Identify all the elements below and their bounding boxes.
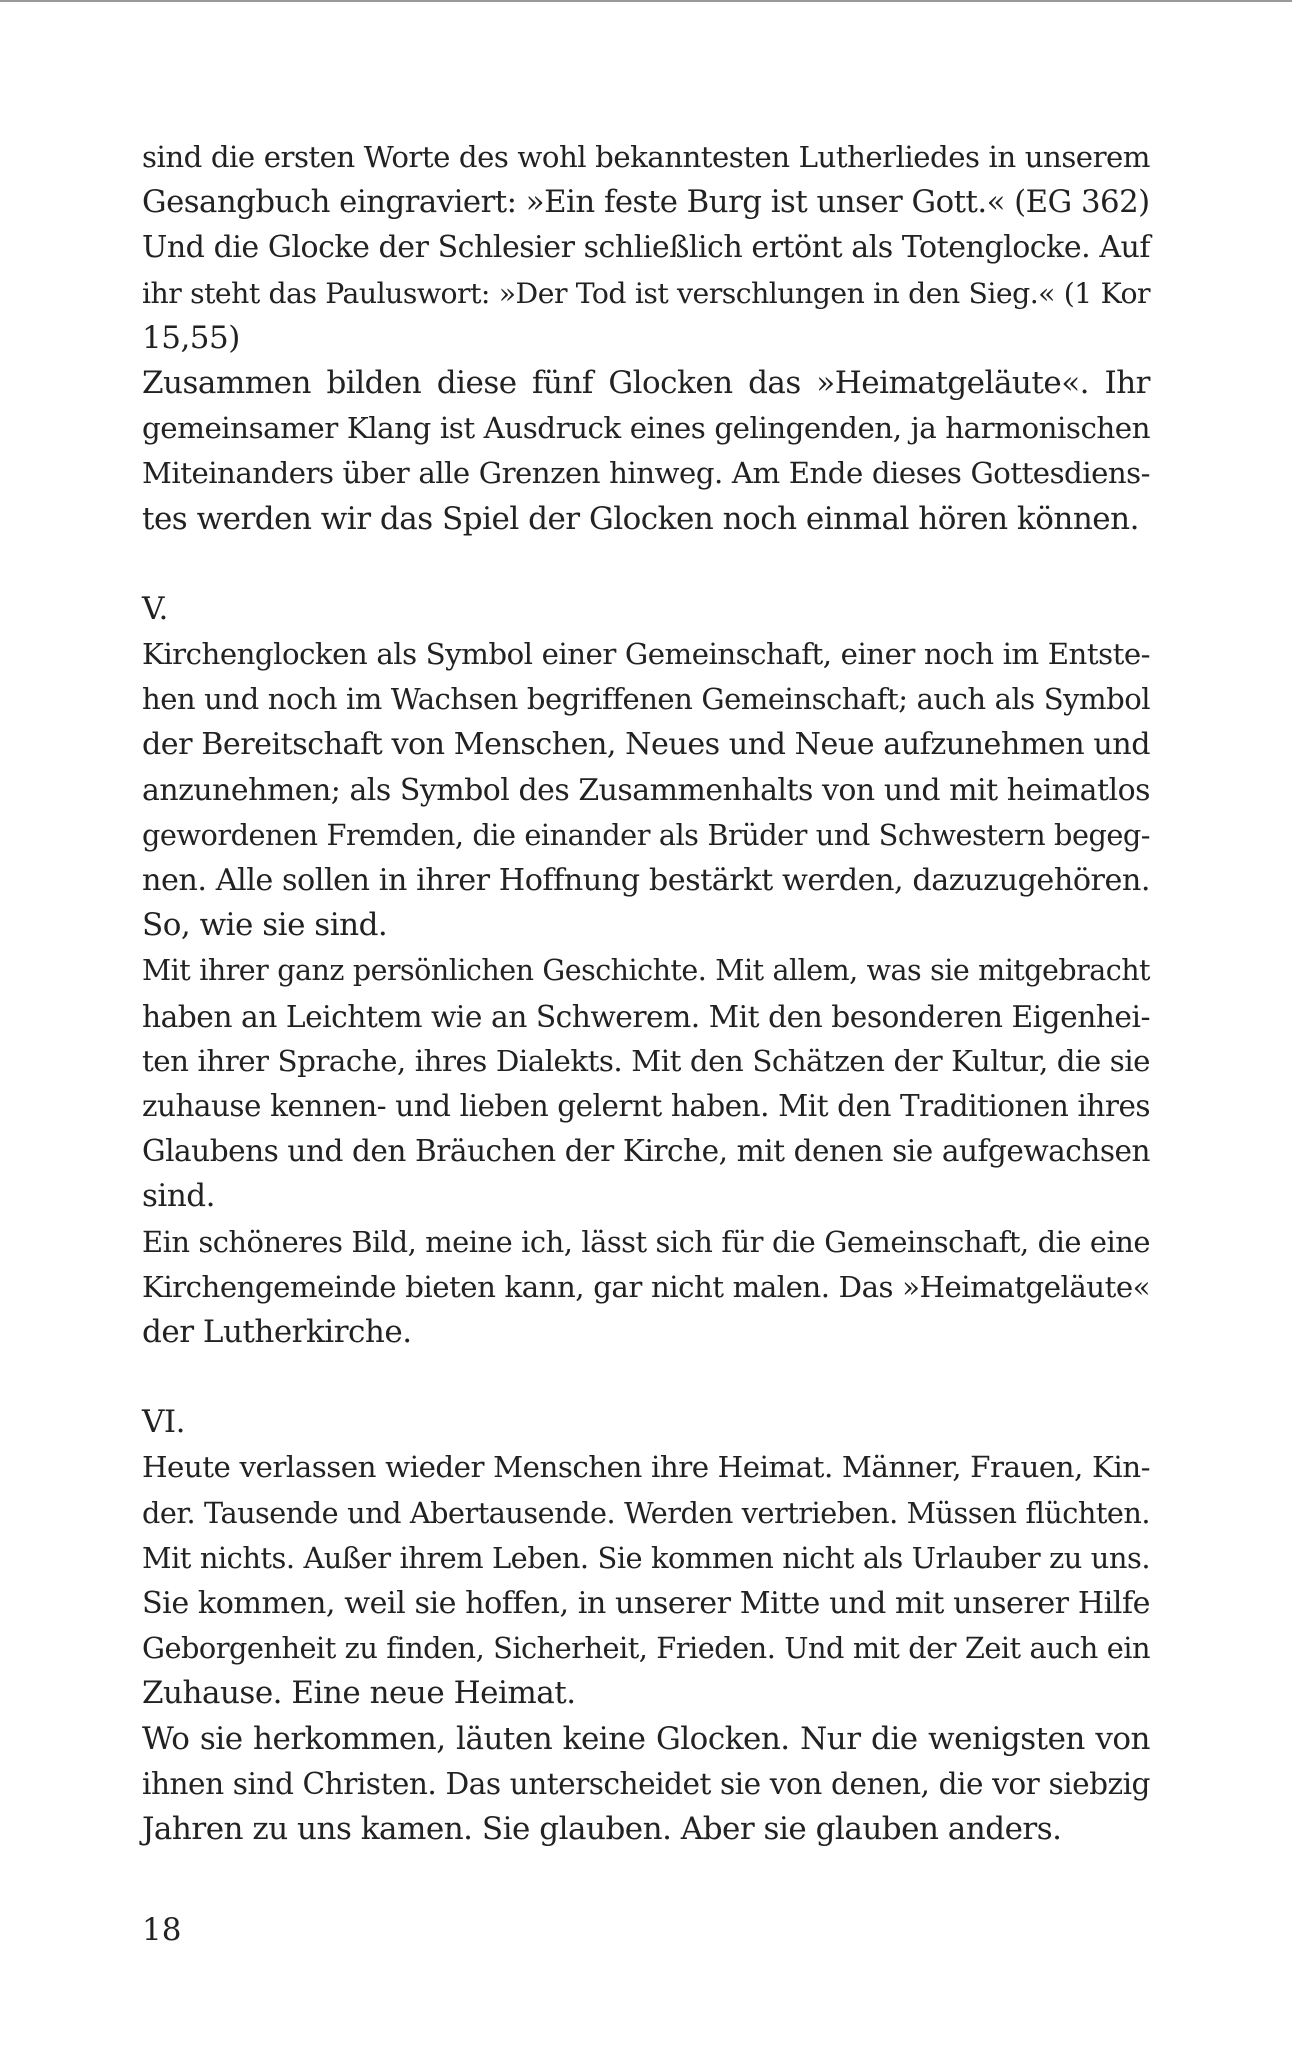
- text-line: gemeinsamer Klang ist Ausdruck eines gelingenden, ja harmonischen: [142, 411, 1150, 446]
- text-line: Gesangbuch eingraviert: »Ein feste Burg ist unser Gott.« (EG 362): [142, 184, 1150, 221]
- text-line: Zusammen bilden diese fünf Glocken das »Heimatgeläute«. Ihr: [142, 364, 1150, 401]
- text-line: So, wie sie sind.: [142, 907, 388, 944]
- text-line: tes werden wir das Spiel der Glocken noch einmal hören können.: [142, 500, 1139, 537]
- text-line: haben an Leichtem wie an Schwerem. Mit den besonderen Eigenhei-: [142, 998, 1150, 1034]
- text-line: ten ihrer Sprache, ihres Dialekts. Mit den Schätzen der Kultur, die sie: [142, 1043, 1150, 1078]
- text-line: ihr steht das Pauluswort: »Der Tod ist verschlungen in den Sieg.« (1 Kor: [142, 276, 1150, 310]
- top-border-rule: [0, 0, 1292, 2]
- text-line: ihnen sind Christen. Das unterscheidet sie von denen, die vor siebzig: [142, 1766, 1150, 1801]
- text-line: Jahren zu uns kamen. Sie glauben. Aber sie glauben anders.: [142, 1810, 1062, 1847]
- page-number: 18: [142, 1912, 182, 1948]
- text-line: Sie kommen, weil sie hoffen, in unserer Mitte und mit unserer Hilfe: [142, 1586, 1150, 1621]
- section-spacer: [142, 1355, 1150, 1400]
- text-line: sind.: [142, 1178, 215, 1215]
- text-line: Heute verlassen wieder Menschen ihre Heimat. Männer, Frauen, Kin-: [142, 1450, 1150, 1485]
- text-line: hen und noch im Wachsen begriffenen Gemeinschaft; auch als Symbol: [142, 682, 1150, 717]
- text-line: Glaubens und den Bräuchen der Kirche, mit denen sie aufgewachsen: [142, 1134, 1150, 1169]
- text-line: Kirchengemeinde bieten kann, gar nicht malen. Das »Heimatgeläute«: [142, 1269, 1150, 1304]
- text-line: Mit ihrer ganz persönlichen Geschichte. Mit allem, was sie mitgebracht: [142, 954, 1150, 988]
- text-line: der Lutherkirche.: [142, 1313, 412, 1350]
- section-heading-text: VI.: [142, 1404, 185, 1441]
- text-line: sind die ersten Worte des wohl bekanntesten Lutherliedes in unserem: [142, 140, 1150, 174]
- section-heading-text: V.: [142, 590, 168, 627]
- text-line: Geborgenheit zu finden, Sicherheit, Frieden. Und mit der Zeit auch ein: [142, 1631, 1150, 1666]
- text-line: 15,55): [142, 319, 240, 356]
- text-line: Zuhause. Eine neue Heimat.: [142, 1675, 576, 1712]
- paragraph: [142, 632, 1150, 948]
- text-line: Miteinanders über alle Grenzen hinweg. Am Ende dieses Gottesdiens-: [142, 456, 1150, 491]
- text-line: Und die Glocke der Schlesier schließlich ertönt als Totenglocke. Auf: [142, 230, 1150, 266]
- text-line: Wo sie herkommen, läuten keine Glocken. Nur die wenigsten von: [142, 1720, 1150, 1757]
- paragraph: [142, 361, 1150, 542]
- text-line: gewordenen Fremden, die einander als Brüder und Schwestern begeg-: [142, 817, 1150, 852]
- text-line: nen. Alle sollen in ihrer Hoffnung bestärkt werden, dazuzugehören.: [142, 863, 1150, 898]
- paragraph: [142, 1220, 1150, 1356]
- paragraph: [142, 225, 1150, 361]
- text-line: der Bereitschaft von Menschen, Neues und Neue aufzunehmen und: [142, 727, 1150, 763]
- text-line: anzunehmen; als Symbol des Zusammenhalts von und mit heimatlos: [142, 772, 1150, 808]
- text-line: zuhause kennen- und lieben gelernt haben. Mit den Traditionen ihres: [142, 1088, 1150, 1123]
- page-body-text: [142, 135, 1150, 1852]
- section-spacer: [142, 542, 1150, 587]
- text-line: Ein schöneres Bild, meine ich, lässt sich für die Gemeinschaft, die eine: [142, 1224, 1150, 1259]
- paragraph: [142, 135, 1150, 225]
- text-line: Mit nichts. Außer ihrem Leben. Sie kommen nicht als Urlauber zu uns.: [142, 1540, 1150, 1575]
- paragraph: [142, 1717, 1150, 1853]
- paragraph: [142, 1445, 1150, 1716]
- text-line: Kirchenglocken als Symbol einer Gemeinschaft, einer noch im Entste-: [142, 637, 1150, 672]
- text-line: der. Tausende und Abertausende. Werden vertrieben. Müssen flüchten.: [142, 1495, 1150, 1530]
- paragraph: [142, 948, 1150, 1219]
- section-heading: [142, 1400, 1150, 1445]
- section-heading: [142, 587, 1150, 632]
